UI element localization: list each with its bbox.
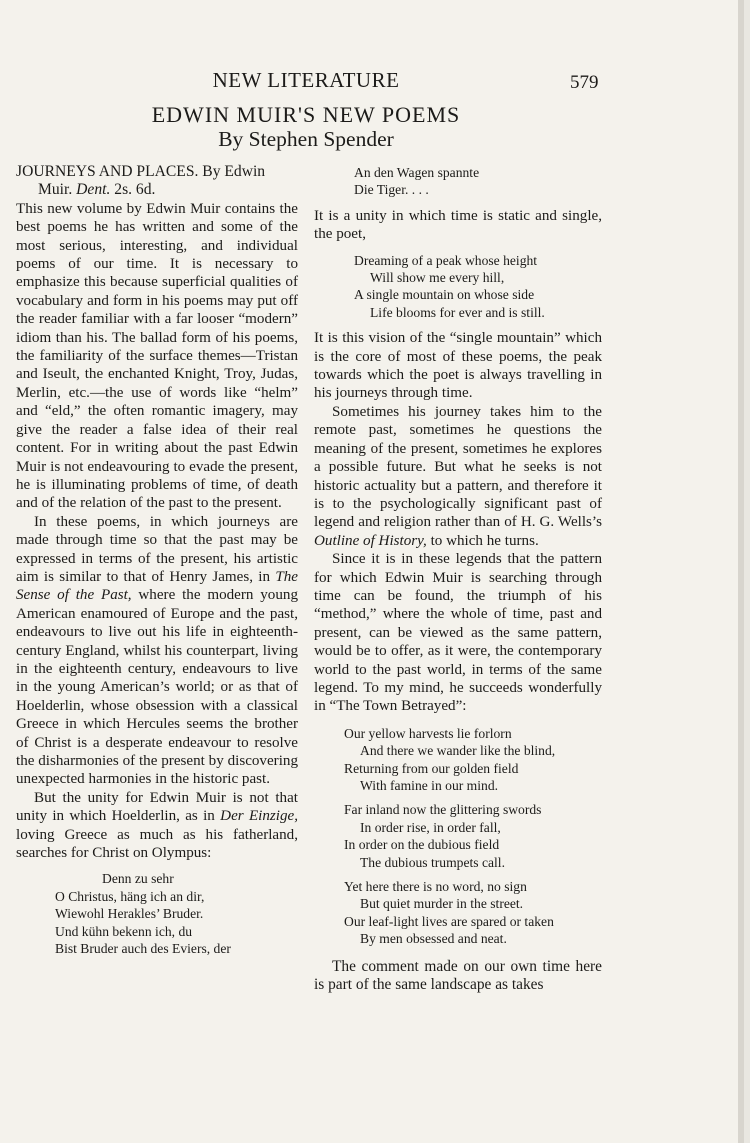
poem-line: Will show me every hill, (370, 270, 505, 286)
paragraph: The comment made on our own time here is part of the same landscape as takes (314, 957, 602, 994)
article-title: EDWIN MUIR'S NEW POEMS (151, 102, 461, 127)
poem-line: A single mountain on whose side (354, 287, 535, 303)
page-edge (738, 0, 744, 1143)
book-price: 2s. 6d. (114, 181, 156, 199)
poem-stanza (344, 878, 602, 948)
poem-stanza (344, 725, 602, 795)
book-author: By Edwin Muir. (38, 163, 266, 199)
paragraph-text: to which he turns. (430, 532, 539, 549)
poem-line: Our leaf-light lives are spared or taken (344, 913, 554, 929)
poem-line: O Christus, häng ich an dir, (55, 888, 205, 904)
poem-line: Life blooms for ever and is still. (370, 304, 545, 320)
paragraph: This new volume by Edwin Muir contains the best poems he has written and some of the most serious, interesting, and individual poems of our time. It is necessary to emphasize this because superficial qualities of vocabulary and form in his poems may put off the reader familiar with a far looser “modern” idiom than his. The ballad form of his poems, the familiarity of the surface themes—Tristan and Iseult, the enchanted Knight, Troy, Judas, Merlin, etc.—the use of words like “helm” and “eld,” the often romantic imagery, may give the reader a false idea of their real content. For in writing about the past Edwin Muir is not endeavouring to evade the present, he is illuminating problems of time, of death and of the relation of the past to the present. (16, 200, 298, 512)
paragraph: It is a unity in which time is static and single, the poet, (314, 207, 602, 243)
page-number: 579 (570, 72, 599, 93)
poem-line: Und kühn bekenn ich, du (55, 923, 193, 939)
right-column (314, 163, 602, 994)
running-head: NEW LITERATURE (212, 68, 400, 92)
poem-line: The dubious trumpets call. (360, 854, 505, 870)
poem-line: Dreaming of a peak whose height (354, 252, 538, 268)
book-title: JOURNEYS AND PLACES. (16, 163, 199, 180)
poem-line: Wiewohl Herakles’ Bruder. (55, 906, 204, 922)
verse-quote (314, 252, 602, 322)
book-reference: The Sense of the Past, (16, 568, 298, 604)
paragraph (16, 513, 298, 789)
poem-line: Far inland now the glittering swords (344, 802, 542, 818)
paragraph: Since it is in these legends that the pattern for which Edwin Muir is searching through time can be found, the triumph of his “method,” where the whole of time, past and present, can be viewed as the same pattern, would be to offer, as it were, the contemporary world to the past world, in terms of the same legend. To my mind, he succeeds wonderfully in “The Town Betrayed”: (314, 551, 602, 715)
paragraph-text: Sometimes his journey takes him to the remote past, sometimes he questions the meaning of the present, sometimes he explores a possible future. But what he seeks is not historic actuality but a pattern, and therefore it is to the psychologically significant past of legend and religion rather than of H. G. Wells’s (314, 403, 602, 531)
poem-line: Yet here there is no word, no sign (344, 879, 527, 895)
poem-line: And there we wander like the blind, (360, 743, 556, 759)
poem-line: With famine in our mind. (360, 778, 499, 793)
left-column (16, 163, 298, 957)
poem-reference: Der Einzige, (220, 808, 299, 825)
poem-line: Denn zu sehr (102, 871, 174, 887)
paragraph: It is this vision of the “single mountain” which is the core of most of these poems, the peak towards which the poet is always travelling in his journeys through time. (314, 330, 602, 402)
poem-line: In order on the dubious field (344, 837, 500, 853)
paragraph-text: But the unity for Edwin Muir is not that unity in which Hoelderlin, as in (16, 789, 298, 825)
poem-line: By men obsessed and neat. (360, 931, 507, 947)
book-publisher: Dent. (76, 181, 111, 199)
book-heading (16, 163, 298, 200)
paragraph (16, 789, 298, 863)
poem-line: Our yellow harvests lie forlorn (344, 725, 512, 741)
book-reference: Outline of History, (314, 532, 427, 549)
verse-quote (314, 725, 602, 948)
german-poem-continued (314, 164, 602, 199)
poem-line: Bist Bruder auch des Eviers, der (55, 941, 231, 957)
poem-line: In order rise, in order fall, (360, 819, 501, 835)
poem-line: But quiet murder in the street. (360, 896, 524, 912)
poem-line: Returning from our golden field (344, 760, 519, 776)
poem-line: Die Tiger. . . . (354, 182, 429, 198)
paragraph-text: In these poems, in which journeys are made through time so that the past may be expressed in terms of the present, his artistic aim is similar to that of Henry James, in (16, 513, 298, 585)
poem-stanza (344, 801, 602, 871)
paragraph-text: loving Greece as much as his fatherland, searches for Christ on Olympus: (16, 826, 298, 862)
paragraph (314, 403, 602, 550)
poem-line: An den Wagen spannte (354, 165, 480, 180)
article-byline: By Stephen Spender (218, 127, 394, 151)
german-poem-quote (16, 870, 298, 957)
paragraph-text: where the modern young American enamoured of Europe and the past, endeavours to live out his life in eighteenth-century England, whilst his counterpart, living in the eighteenth century, endeavours to live in the young American’s world; or as that of Hoelderlin, whose obsession with a classical Greece in which Hercules seems the brother of Christ is a desperate endeavour to resolve the disharmonies of the present by discovering unexpected harmonies in the historic past. (16, 587, 298, 788)
